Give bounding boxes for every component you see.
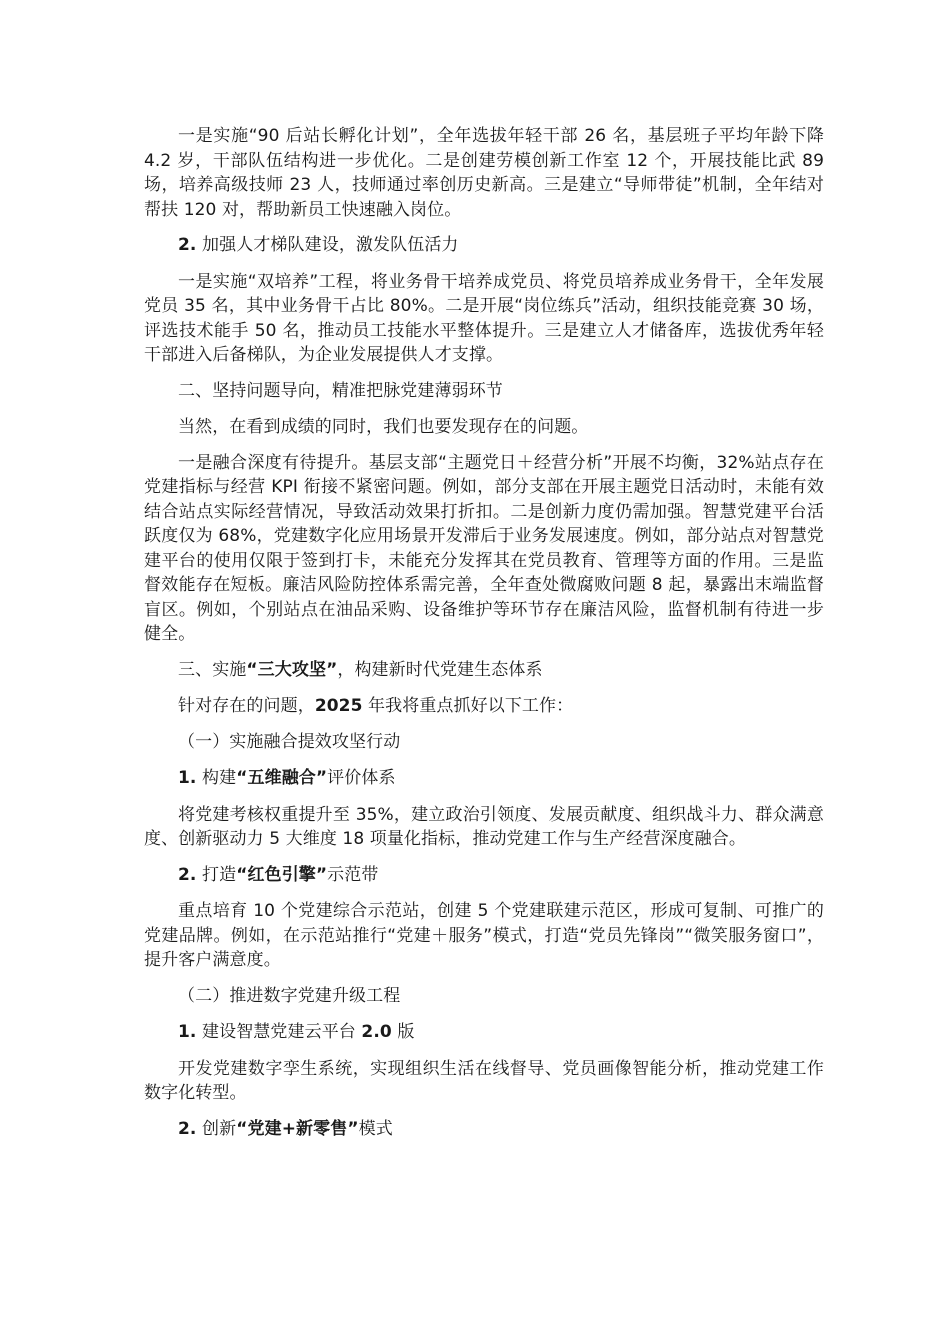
subsection-heading-1: （一）实施融合提效攻坚行动 [178,731,401,752]
paragraph-2025-intro: 针对存在的问题，2025 年我将重点抓好以下工作： [178,696,574,716]
item-heading-five-dimension: 1. 构建“五维融合”评价体系 [178,768,396,788]
section-heading-3: 三、实施“三大攻坚”，构建新时代党建生态体系 [178,659,543,680]
item-heading-cloud-platform: 1. 建设智慧党建云平台 2.0 版 [178,1022,415,1042]
paragraph-assessment-weight: 将党建考核权重提升至 35%，建立政治引领度、发展贡献度、组织战斗力、群众满意度、创新驱动力 5 大维度 18 项量化指标，推动党建工作与生产经营深度融合。 [144,804,824,849]
item-heading-new-retail: 2. 创新“党建+新零售”模式 [178,1118,393,1139]
document-body [144,124,824,1153]
section-heading-2: 二、坚持问题导向，精准把脉党建薄弱环节 [178,380,503,401]
subheading-talent-echelon [144,233,824,258]
subsection-heading-2: （二）推进数字党建升级工程 [178,985,401,1006]
paragraph-young-cadres: 一是实施“90 后站长孵化计划”，全年选拔年轻干部 26 名，基层班子平均年龄下降 4.2 岁，干部队伍结构进一步优化。二是创建劳模创新工作室 12 个，开展技能比武 89 场，培养高级技师 23 人，技师通过率创历史新高。三是建立“导师带徒”机制，全年结对帮扶 120 对，帮助新员工快速融入岗位。 [144,126,824,220]
paragraph-digital-twin: 开发党建数字孪生系统，实现组织生活在线督导、党员画像智能分析，推动党建工作数字化转型。 [144,1058,824,1103]
subheading-number: 2. [178,235,197,255]
subheading-text: 加强人才梯队建设，激发队伍活力 [202,235,459,255]
paragraph-problems-intro: 当然，在看到成绩的同时，我们也要发现存在的问题。 [178,417,589,437]
paragraph-demo-stations: 重点培育 10 个党建综合示范站，创建 5 个党建联建示范区，形成可复制、可推广的党建品牌。例如，在示范站推行“党建＋服务”模式，打造“党员先锋岗”“微笑服务窗口”，提升客户满意度。 [144,901,824,970]
item-heading-red-engine: 2. 打造“红色引擎”示范带 [178,864,379,885]
paragraph-problems-detail: 一是融合深度有待提升。基层支部“主题党日＋经营分析”开展不均衡，32%站点存在党建指标与经营 KPI 衔接不紧密问题。例如，部分支部在开展主题党日活动时，未能有效结合站点实际经营情况，导致活动效果打折扣。二是创新力度仍需加强。智慧党建平台活跃度仅为 68%，党建数字化应用场景开发滞后于业务发展速度。例如，部分站点对智慧党建平台的使用仅限于签到打卡，未能充分发挥其在党员教育、管理等方面的作用。三是监督效能存在短板。廉洁风险防控体系需完善，全年查处微腐败问题 8 起，暴露出末端监督盲区。例如，个别站点在油品采购、设备维护等环节存在廉洁风险，监督机制有待进一步健全。 [144,452,824,644]
paragraph-double-training: 一是实施“双培养”工程，将业务骨干培养成党员、将党员培养成业务骨干，全年发展党员 35 名，其中业务骨干占比 80%。二是开展“岗位练兵”活动，组织技能竞赛 30 场，评选技术能手 50 名，推动员工技能水平整体提升。三是建立人才储备库，选拔优秀年轻干部进入后备梯队，为企业发展提供人才支撑。 [144,271,824,365]
